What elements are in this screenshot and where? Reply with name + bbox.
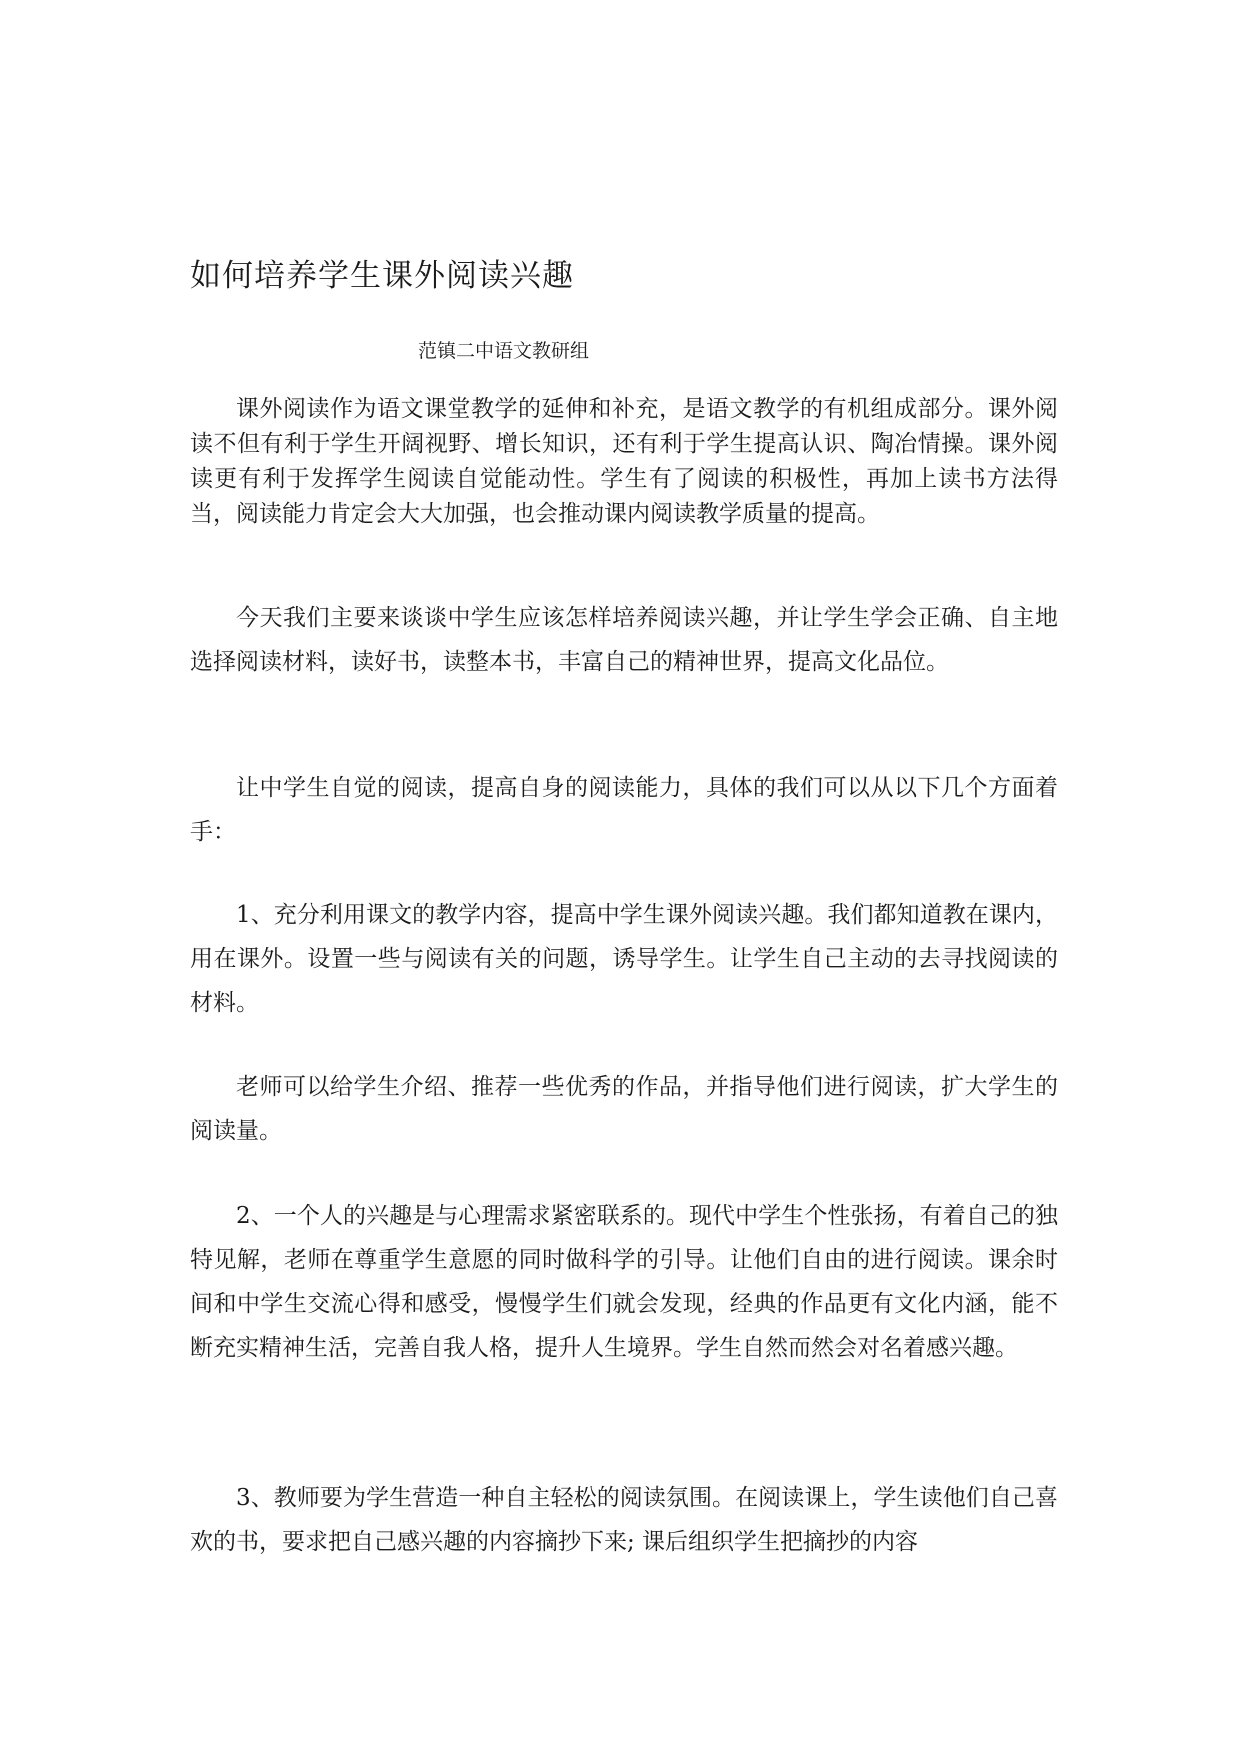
paragraph-point-2: 2、一个人的兴趣是与心理需求紧密联系的。现代中学生个性张扬，有着自己的独特见解，老师在尊重学生意愿的同时做科学的引导。让他们自由的进行阅读。课余时间和中学生交流心得和感受，慢慢学生们就会发现，经典的作品更有文化内涵，能不断充实精神生活，完善自我人格，提升人生境界。学生自然而然会对名着感兴趣。 <box>190 1203 1058 1361</box>
paragraph-intro: 课外阅读作为语文课堂教学的延伸和补充，是语文教学的有机组成部分。课外阅读不但有利于学生开阔视野、增长知识，还有利于学生提高认识、陶冶情操。课外阅读更有利于发挥学生阅读自觉能动性。学生有了阅读的积极性，再加上读书方法得当，阅读能力肯定会大大加强，也会推动课内阅读教学质量的提高。 <box>190 396 1058 527</box>
paragraph-point-1: 1、充分利用课文的教学内容，提高中学生课外阅读兴趣。我们都知道教在课内，用在课外。设置一些与阅读有关的问题，诱导学生。让学生自己主动的去寻找阅读的材料。 <box>190 902 1058 1016</box>
paragraph-overview: 让中学生自觉的阅读，提高自身的阅读能力，具体的我们可以从以下几个方面着手： <box>190 775 1058 845</box>
document-title: 如何培养学生课外阅读兴趣 <box>190 258 574 294</box>
paragraph-point-1-note: 老师可以给学生介绍、推荐一些优秀的作品，并指导他们进行阅读，扩大学生的阅读量。 <box>190 1074 1058 1144</box>
paragraph-point-3: 3、教师要为学生营造一种自主轻松的阅读氛围。在阅读课上，学生读他们自己喜欢的书，要求把自己感兴趣的内容摘抄下来; 课后组织学生把摘抄的内容 <box>190 1485 1058 1555</box>
paragraph-topic: 今天我们主要来谈谈中学生应该怎样培养阅读兴趣，并让学生学会正确、自主地选择阅读材料，读好书，读整本书，丰富自己的精神世界，提高文化品位。 <box>190 605 1058 675</box>
document-author: 范镇二中语文教研组 <box>418 340 590 362</box>
